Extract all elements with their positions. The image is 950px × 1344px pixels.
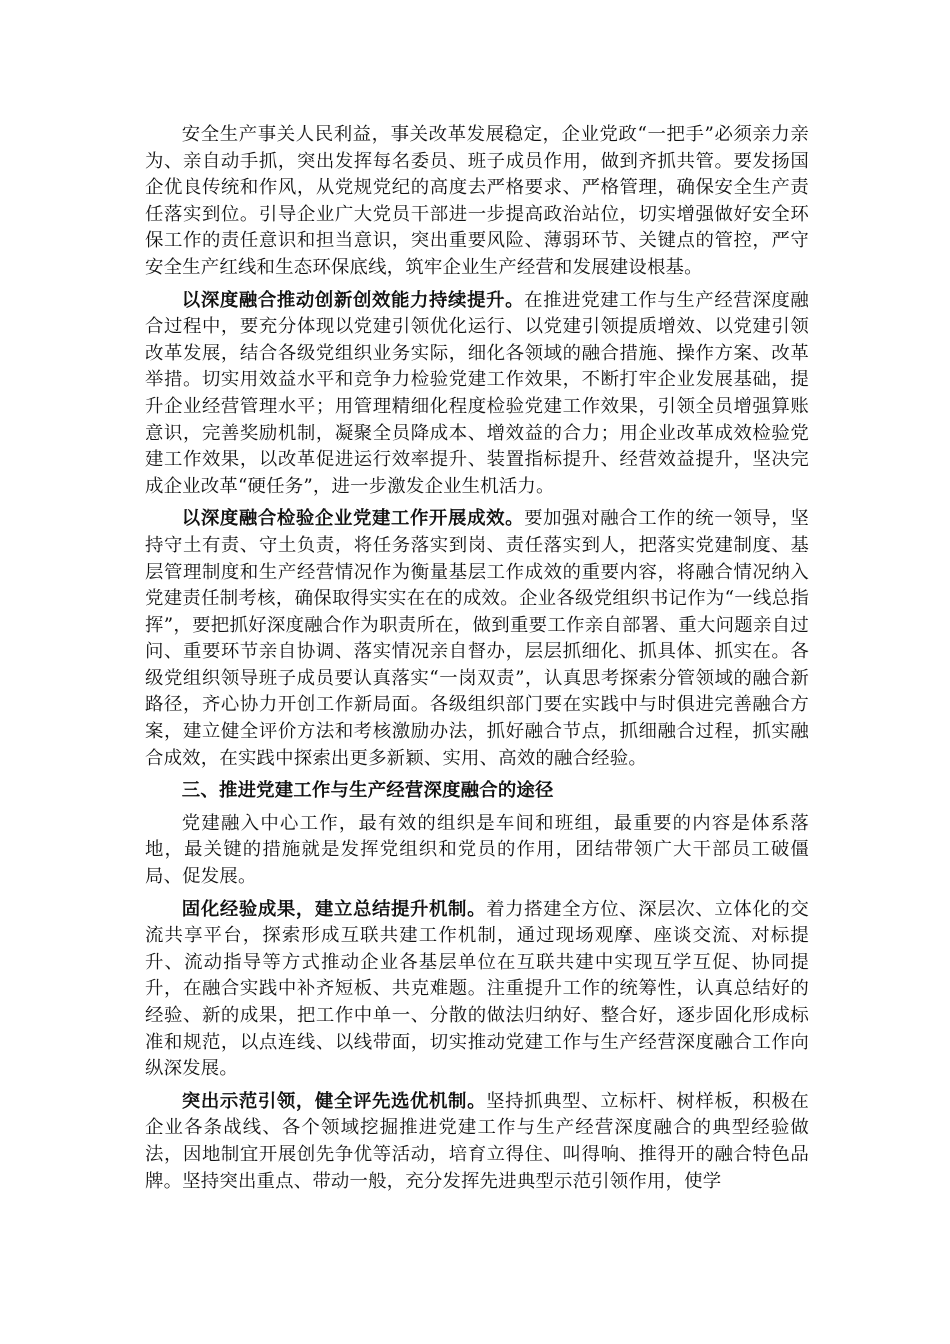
paragraph-effectiveness: [145, 506, 809, 772]
paragraph-text: 安全生产事关人民利益，事关改革发展稳定，企业党政“一把手”必须亲力亲为、亲自动手抓，突出发挥每名委员、班子成员作用，做到齐抓共管。要发扬国企优良传统和作风，从党规党纪的高度去严格要求、严格管理，确保安全生产责任落实到位。引导企业广大党员干部进一步提高政治站位，切实增强做好安全环保工作的责任意识和担当意识，突出重要风险、薄弱环节、关键点的管控，严守安全生产红线和生态环保底线，筑牢企业生产经营和发展建设根基。: [145, 124, 809, 278]
document-page: [145, 122, 809, 1201]
paragraph-lead: 以深度融合推动创新创效能力持续提升。: [181, 289, 525, 311]
paragraph-lead: 固化经验成果，建立总结提升机制。: [181, 898, 487, 920]
paragraph-text: 坚持抓典型、立标杆、树样板，积极在企业各条战线、各个领域挖掘推进党建工作与生产经营深度融合的典型经验做法，因地制宜开展创先争优等活动，培育立得住、叫得响、推得开的融合特色品牌。坚持突出重点、带动一般，充分发挥先进典型示范引领作用，使学: [145, 1090, 810, 1192]
paragraph-lead: 突出示范引领，健全评先选优机制。: [181, 1090, 487, 1112]
paragraph-intro: [145, 811, 809, 891]
paragraph-lead: 以深度融合检验企业党建工作开展成效。: [181, 508, 525, 530]
paragraph-safety: [145, 122, 809, 282]
paragraph-text: 要加强对融合工作的统一领导，坚持守土有责、守土负责，将任务落实到岗、责任落实到人，把落实党建制度、基层管理制度和生产经营情况作为衡量基层工作成效的重要内容，将融合情况纳入党建责任制考核，确保取得实实在在的成效。企业各级党组织书记作为“一线总指挥”，要把抓好深度融合作为职责所在，做到重要工作亲自部署、重大问题亲自过问、重要环节亲自协调、落实情况亲自督办，层层抓细化、抓具体、抓实在。各级党组织领导班子成员要认真落实“一岗双责”，认真思考探索分管领域的融合新路径，齐心协力开创工作新局面。各级组织部门要在实践中与时俱进完善融合方案，建立健全评价方法和考核激励办法，抓好融合节点，抓细融合过程，抓实融合成效，在实践中探索出更多新颖、实用、高效的融合经验。: [145, 508, 809, 769]
paragraph-experience: [145, 897, 809, 1083]
section-heading: 三、推进党建工作与生产经营深度融合的途径: [181, 780, 554, 802]
paragraph-demonstration: [145, 1089, 809, 1195]
paragraph-text: 党建融入中心工作，最有效的组织是车间和班组，最重要的内容是体系落地，最关键的措施就是发挥党组织和党员的作用，团结带领广大干部员工破僵局、促发展。: [145, 812, 809, 888]
paragraph-innovation: [145, 288, 809, 501]
paragraph-text: 在推进党建工作与生产经营深度融合过程中，要充分体现以党建引领优化运行、以党建引领提质增效、以党建引领改革发展，结合各级党组织业务实际，细化各领域的融合措施、操作方案、改革举措。切实用效益水平和竞争力检验党建工作效果，不断打牢企业发展基础，提升企业经营管理水平；用管理精细化程度检验党建工作效果，引领全员增强算账意识，完善奖励机制，凝聚全员降成本、增效益的合力；用企业改革成效检验党建工作效果，以改革促进运行效率提升、装置指标提升、经营效益提升，坚决完成企业改革“硬任务”，进一步激发企业生机活力。: [145, 289, 809, 497]
paragraph-text: 着力搭建全方位、深层次、立体化的交流共享平台，探索形成互联共建工作机制，通过现场观摩、座谈交流、对标提升、流动指导等方式推动企业各基层单位在互联共建中实现互学互促、协同提升，在融合实践中补齐短板、共克难题。注重提升工作的统筹性，认真总结好的经验、新的成果，把工作中单一、分散的做法归纳好、整合好，逐步固化形成标准和规范，以点连线、以线带面，切实推动党建工作与生产经营深度融合工作向纵深发展。: [145, 898, 810, 1080]
